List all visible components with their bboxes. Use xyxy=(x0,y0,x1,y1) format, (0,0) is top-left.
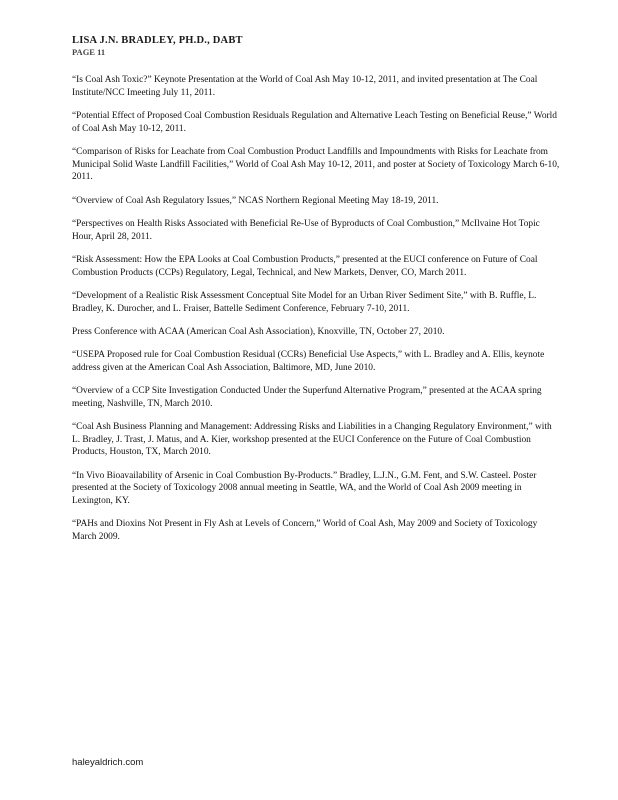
list-item: “In Vivo Bioavailability of Arsenic in Coal Combustion By-Products.” Bradley, L.J.N., G.M. Fent, and S.W. Casteel. Poster presented at the Society of Toxicology 2008 annual meeting in Seattle, WA, and the World of Coal Ash 2009 meeting in Lexington, KY. xyxy=(72,470,537,507)
list-item: “Overview of Coal Ash Regulatory Issues,” NCAS Northern Regional Meeting May 18-19, 2011. xyxy=(72,195,439,206)
list-item: “Comparison of Risks for Leachate from Coal Combustion Product Landfills and Impoundments with Risks for Leachate from Municipal Solid Waste Landfill Facilities,” World of Coal Ash May 10-12, 2011, and poster at Society of Toxicology March 6-10, 2011. xyxy=(72,146,560,183)
page-number: PAGE 11 xyxy=(72,47,106,57)
list-item: “Development of a Realistic Risk Assessment Conceptual Site Model for an Urban River Sediment Site,” with B. Ruffle, L. Bradley, K. Durocher, and L. Fraiser, Battelle Sediment Conference, February 7-10, 2011. xyxy=(72,290,537,314)
list-item: “PAHs and Dioxins Not Present in Fly Ash at Levels of Concern,” World of Coal Ash, May 2009 and Society of Toxicology March 2009. xyxy=(72,519,538,542)
list-item: “Is Coal Ash Toxic?” Keynote Presentation at the World of Coal Ash May 10-12, 2011, and invited presentation at The Coal Institute/NCC Imeeting July 11, 2011. xyxy=(72,75,538,98)
list-item: “Coal Ash Business Planning and Management: Addressing Risks and Liabilities in a Changing Regulatory Environment,” with L. Bradley, J. Trast, J. Matus, and A. Kier, workshop presented at the EUCI Conference on the Future of Coal Combustion Products, Houston, TX, March 2010. xyxy=(72,422,552,458)
footer-website: haleyaldrich.com xyxy=(72,757,144,768)
list-item: “Risk Assessment: How the EPA Looks at Coal Combustion Products,” presented at the EUCI conference on Future of Coal Combustion Products (CCPs) Regulatory, Legal, Technical, and New Markets, Denver, CO, March 2011. xyxy=(72,254,538,278)
list-item: Press Conference with ACAA (American Coal Ash Association), Knoxville, TN, October 27, 2010. xyxy=(72,326,445,337)
list-item: “USEPA Proposed rule for Coal Combustion Residual (CCRs) Beneficial Use Aspects,” with L. Bradley and A. Ellis, keynote address given at the American Coal Ash Association, Baltimore, MD, June 2010. xyxy=(72,350,545,373)
presentation-list xyxy=(72,74,560,554)
page-header xyxy=(72,35,243,58)
author-name: LISA J.N. BRADLEY, PH.D., DABT xyxy=(72,35,243,46)
list-item: “Potential Effect of Proposed Coal Combustion Residuals Regulation and Alternative Leach Testing on Beneficial Reuse,” World of Coal Ash May 10-12, 2011. xyxy=(72,110,557,134)
list-item: “Overview of a CCP Site Investigation Conducted Under the Superfund Alternative Program,” presented at the ACAA spring meeting, Nashville, TN, March 2010. xyxy=(72,386,542,409)
list-item: “Perspectives on Health Risks Associated with Beneficial Re-Use of Byproducts of Coal Combustion,” McIlvaine Hot Topic Hour, April 28, 2011. xyxy=(72,218,540,242)
